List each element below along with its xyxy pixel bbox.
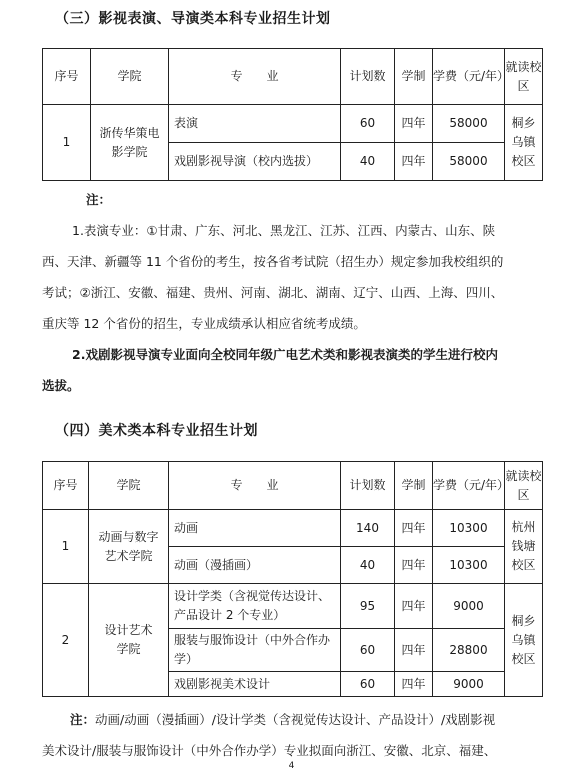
notes3-label: 注： — [86, 192, 112, 207]
cell-fee: 9000 — [433, 584, 505, 629]
notes3-line: 重庆等 12 个省份的招生，专业成绩承认相应省统考成绩。 — [42, 316, 366, 331]
cell-college — [89, 584, 169, 697]
notes4-line — [42, 704, 542, 735]
campus-name: 桐乡乌镇校区 — [511, 116, 536, 168]
cell-major: 设计学类（含视觉传达设计、产品设计 2 个专业） — [169, 584, 341, 629]
cell-plan: 60 — [341, 105, 395, 143]
cell-duration: 四年 — [395, 584, 433, 629]
notes3-line: 考试；②浙江、安徽、福建、贵州、河南、湖北、湖南、辽宁、山西、上海、四川、 — [42, 285, 504, 300]
cell-fee: 58000 — [433, 143, 505, 181]
cell-campus — [505, 584, 543, 697]
cell-major: 表演 — [169, 105, 341, 143]
college-name: 设计艺术学院 — [104, 623, 153, 656]
college-name: 动画与数字艺术学院 — [98, 529, 159, 563]
cell-duration: 四年 — [395, 547, 433, 584]
header-duration: 学制 — [395, 49, 433, 105]
cell-fee: 58000 — [433, 105, 505, 143]
header-college: 学院 — [89, 462, 169, 510]
notes3-line: 选拔。 — [42, 378, 80, 393]
cell-duration: 四年 — [395, 629, 433, 672]
cell-plan: 40 — [341, 547, 395, 584]
cell-major: 戏剧影视美术设计 — [169, 672, 341, 697]
cell-campus — [505, 105, 543, 181]
cell-major: 动画（漫插画） — [169, 547, 341, 584]
header-campus: 就读校区 — [505, 462, 543, 510]
cell-major: 服装与服饰设计（中外合作办学） — [169, 629, 341, 672]
header-college: 学院 — [91, 49, 169, 105]
notes4 — [42, 704, 542, 766]
notes3-line: 2.戏剧影视导演专业面向全校同年级广电艺术类和影视表演类的学生进行校内 — [72, 347, 498, 362]
header-seq: 序号 — [43, 49, 91, 105]
table-header-row — [43, 462, 543, 510]
notes4-line: 美术设计/服装与服饰设计（中外合作办学）专业拟面向浙江、安徽、北京、福建、 — [42, 743, 497, 758]
cell-major: 戏剧影视导演（校内选拔） — [169, 143, 341, 181]
table-header-row — [43, 49, 543, 105]
header-campus: 就读校区 — [505, 49, 543, 105]
page-number: 4 — [288, 761, 295, 771]
notes3 — [42, 184, 542, 401]
cell-seq: 1 — [43, 105, 91, 181]
header-major: 专 业 — [169, 462, 341, 510]
header-plan: 计划数 — [341, 462, 395, 510]
section3-table — [42, 48, 543, 181]
cell-campus — [505, 510, 543, 584]
cell-plan: 40 — [341, 143, 395, 181]
table-row — [43, 584, 543, 629]
header-seq: 序号 — [43, 462, 89, 510]
cell-duration: 四年 — [395, 105, 433, 143]
cell-fee: 10300 — [433, 510, 505, 547]
table-row — [43, 105, 543, 143]
notes4-label: 注： — [70, 712, 96, 727]
cell-college — [89, 510, 169, 584]
cell-college — [91, 105, 169, 181]
header-duration: 学制 — [395, 462, 433, 510]
header-fee: 学费（元/年） — [433, 49, 505, 105]
notes4-text: 动画/动画（漫插画）/设计学类（含视觉传达设计、产品设计）/戏剧影视 — [95, 712, 496, 727]
section4-heading: （四）美术类本科专业招生计划 — [55, 423, 258, 439]
cell-fee: 28800 — [433, 629, 505, 672]
cell-duration: 四年 — [395, 143, 433, 181]
cell-major: 动画 — [169, 510, 341, 547]
table-row — [43, 510, 543, 547]
cell-plan: 140 — [341, 510, 395, 547]
notes3-line: 西、天津、新疆等 11 个省份的考生，按各省考试院（招生办）规定参加我校组织的 — [42, 254, 504, 269]
cell-plan: 95 — [341, 584, 395, 629]
cell-plan: 60 — [341, 629, 395, 672]
campus-name: 桐乡乌镇校区 — [511, 613, 536, 666]
cell-seq: 2 — [43, 584, 89, 697]
cell-plan: 60 — [341, 672, 395, 697]
cell-duration: 四年 — [395, 510, 433, 547]
college-name: 浙传华策电影学院 — [99, 125, 160, 159]
cell-seq: 1 — [43, 510, 89, 584]
notes3-line: 1.表演专业：①甘肃、广东、河北、黑龙江、江苏、江西、内蒙古、山东、陕 — [72, 223, 496, 238]
header-fee: 学费（元/年） — [433, 462, 505, 510]
cell-duration: 四年 — [395, 672, 433, 697]
cell-fee: 9000 — [433, 672, 505, 697]
cell-fee: 10300 — [433, 547, 505, 584]
section3-heading: （三）影视表演、导演类本科专业招生计划 — [55, 11, 331, 27]
header-plan: 计划数 — [341, 49, 395, 105]
header-major: 专 业 — [169, 49, 341, 105]
campus-name: 杭州钱塘校区 — [511, 520, 536, 572]
section4-table — [42, 461, 543, 697]
